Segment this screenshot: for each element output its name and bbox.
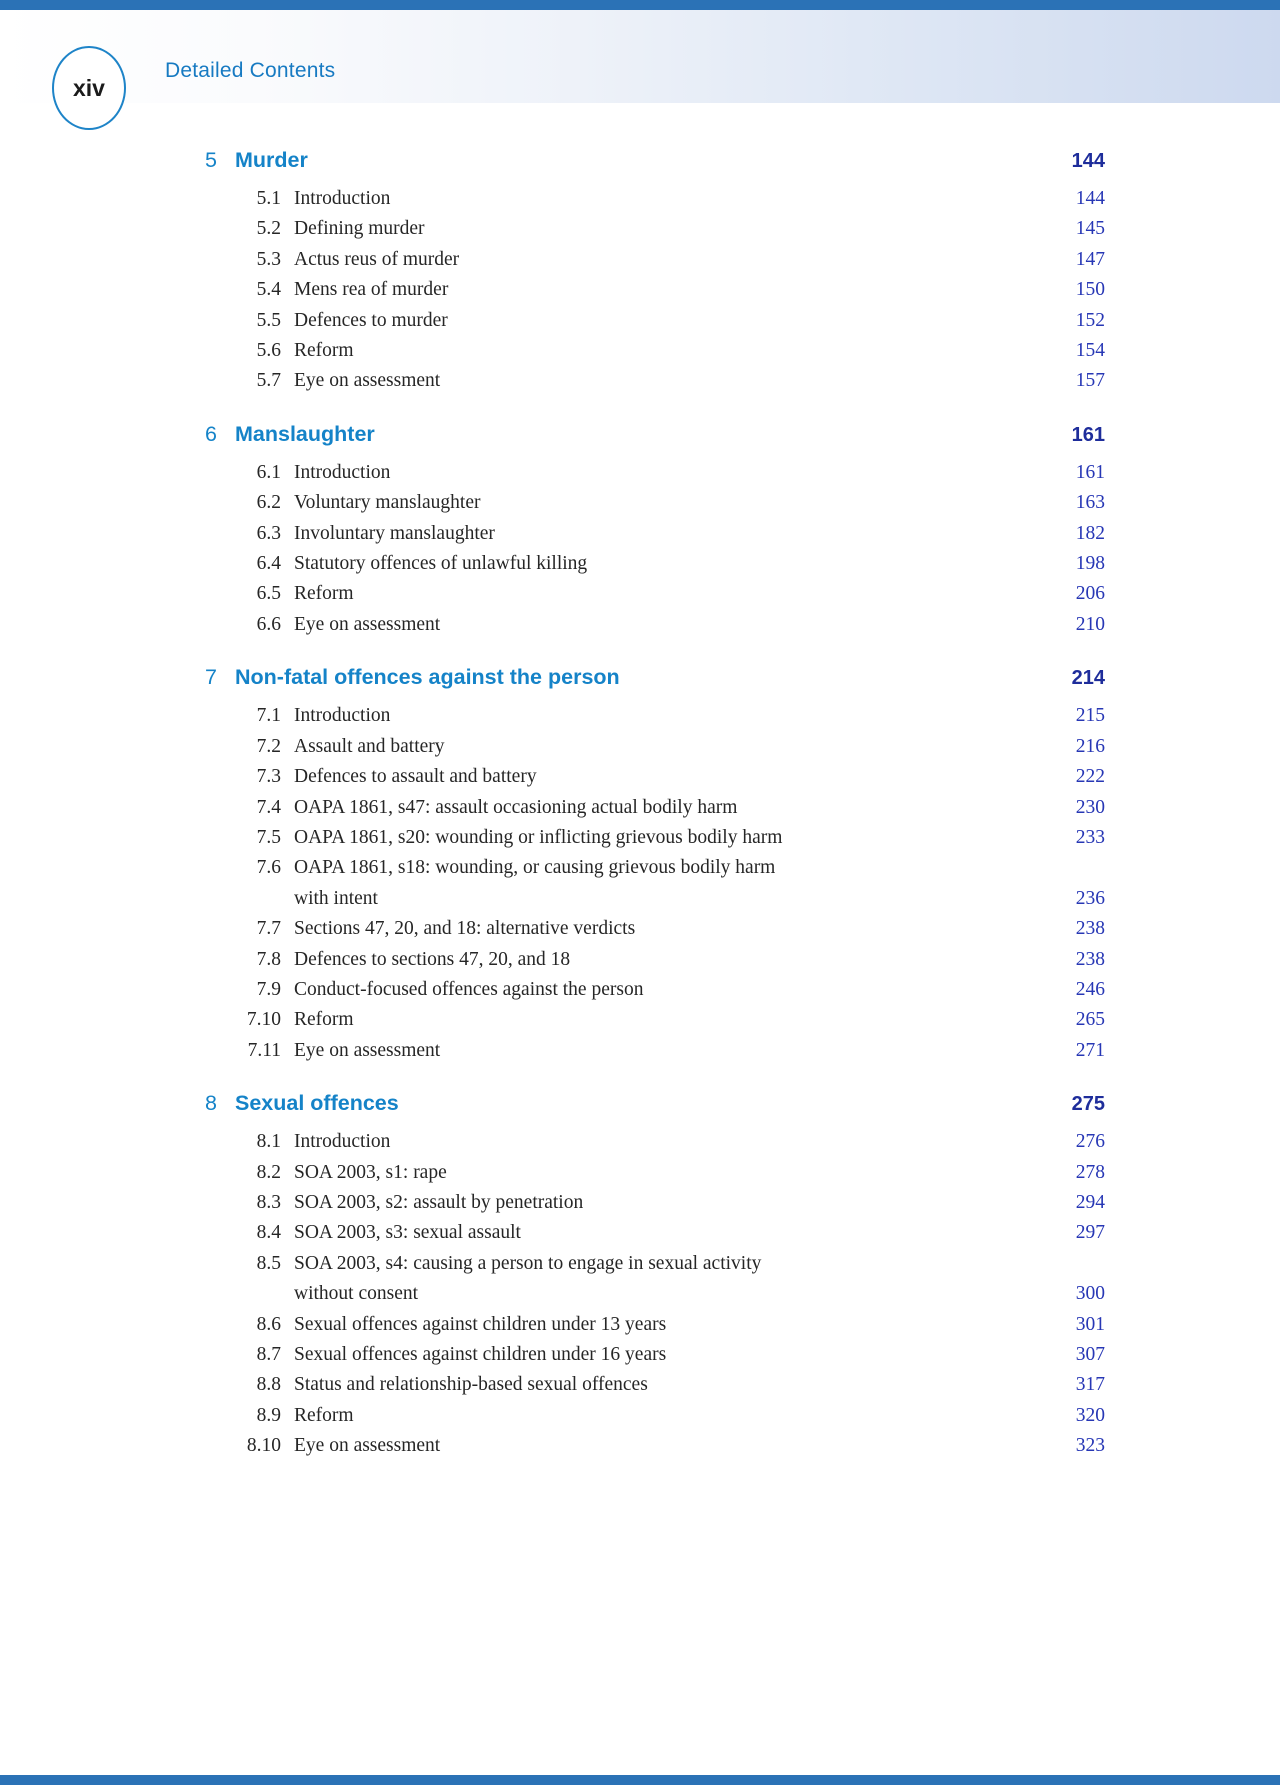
entry-label: Defences to murder	[294, 309, 448, 331]
toc-entry	[205, 1218, 1105, 1248]
chapter-heading	[205, 419, 1105, 450]
entry-number: 8.5	[256, 1252, 281, 1274]
entry-label: Involuntary manslaughter	[294, 522, 495, 544]
toc-entry	[205, 1249, 1105, 1310]
entry-page-number: 147	[1075, 248, 1105, 270]
toc-entry	[205, 306, 1105, 336]
entry-label: Introduction	[294, 1131, 391, 1153]
entry-label: Defences to assault and battery	[294, 766, 537, 788]
entry-number: 5.2	[256, 218, 281, 240]
entry-label: OAPA 1861, s18: wounding, or causing grievous bodily harm with intent	[294, 853, 1064, 914]
toc-entry	[205, 701, 1105, 731]
entry-number: 7.2	[256, 735, 281, 757]
entry-number: 8.3	[256, 1191, 281, 1213]
entry-number: 8.10	[246, 1435, 281, 1457]
chapter-number: 6	[205, 421, 217, 446]
entry-label: SOA 2003, s4: causing a person to engage in sexual activity without consent	[294, 1249, 1064, 1310]
entry-label: Status and relationship-based sexual offences	[294, 1374, 648, 1396]
chapter-page-number: 275	[1071, 1093, 1105, 1116]
entry-label: Eye on assessment	[294, 370, 441, 392]
entry-number: 8.6	[256, 1313, 281, 1335]
toc-entry	[205, 579, 1105, 609]
toc-entry	[205, 1310, 1105, 1340]
entry-number: 5.5	[256, 309, 281, 331]
entry-number: 8.8	[256, 1374, 281, 1396]
toc-entry	[205, 1036, 1105, 1066]
entry-page-number: 157	[1075, 370, 1105, 392]
entry-label: Defences to sections 47, 20, and 18	[294, 948, 571, 970]
entry-page-number: 276	[1075, 1131, 1105, 1153]
entry-label-continuation: with intent	[294, 887, 378, 909]
entry-number: 6.5	[256, 583, 281, 605]
entry-number: 8.4	[256, 1222, 281, 1244]
chapter-heading	[205, 145, 1105, 176]
entry-number: 5.1	[256, 188, 281, 209]
entry-page-number: 323	[1075, 1435, 1105, 1457]
entry-page-number: 317	[1075, 1374, 1105, 1396]
entry-number: 7.7	[256, 918, 281, 940]
entry-page-number: 246	[1075, 978, 1105, 1000]
entry-page-number: 238	[1075, 948, 1105, 970]
entry-label: Reform	[294, 1009, 354, 1031]
entry-page-number: 161	[1075, 461, 1105, 483]
entry-number: 7.9	[256, 978, 281, 1000]
chapter-number: 8	[205, 1091, 217, 1116]
toc-entry	[205, 975, 1105, 1005]
toc-entry	[205, 762, 1105, 792]
entry-number: 5.7	[256, 370, 281, 392]
chapter-heading	[205, 1088, 1105, 1119]
entry-label: OAPA 1861, s47: assault occasioning actual bodily harm	[294, 796, 738, 818]
toc-entry	[205, 1188, 1105, 1218]
toc-entry	[205, 549, 1105, 579]
toc-entry	[205, 336, 1105, 366]
entry-page-number: 150	[1075, 279, 1105, 301]
entry-number: 7.1	[256, 705, 281, 727]
entry-number: 7.6	[256, 857, 281, 879]
toc-entry	[205, 823, 1105, 853]
toc-content	[0, 103, 1280, 1462]
entry-page-number: 236	[1075, 887, 1105, 909]
entry-label: Statutory offences of unlawful killing	[294, 553, 588, 575]
entry-number: 5.6	[256, 340, 281, 362]
chapter-title: Non-fatal offences against the person	[235, 665, 620, 690]
chapter-title: Murder	[235, 148, 308, 172]
toc-entry	[205, 1340, 1105, 1370]
toc-entry	[205, 245, 1105, 275]
chapter-title: Manslaughter	[235, 421, 375, 446]
entry-page-number: 300	[1075, 1283, 1105, 1305]
toc-entry	[205, 488, 1105, 518]
toc-chapter	[205, 145, 1105, 397]
toc-entry	[205, 793, 1105, 823]
toc-entry	[205, 519, 1105, 549]
entry-number: 8.9	[256, 1404, 281, 1426]
entry-page-number: 297	[1075, 1222, 1105, 1244]
entry-number: 6.2	[256, 492, 281, 514]
entry-label: Actus reus of murder	[294, 248, 460, 270]
entry-label: Reform	[294, 340, 354, 362]
toc-chapter	[205, 662, 1105, 1066]
entry-page-number: 216	[1075, 735, 1105, 757]
entry-page-number: 301	[1075, 1313, 1105, 1335]
chapter-entries	[205, 701, 1105, 1066]
toc-entry	[205, 214, 1105, 244]
toc-entry	[205, 914, 1105, 944]
entry-page-number: 145	[1075, 218, 1105, 240]
folio-circle	[52, 46, 126, 130]
toc-entry	[205, 184, 1105, 214]
bottom-edge-bar	[0, 1775, 1280, 1785]
entry-page-number: 222	[1075, 766, 1105, 788]
entry-label: Assault and battery	[294, 735, 445, 757]
entry-page-number: 230	[1075, 796, 1105, 818]
chapter-page-number: 214	[1071, 667, 1105, 690]
entry-label-continuation: without consent	[294, 1283, 419, 1305]
entry-page-number: 294	[1075, 1191, 1105, 1213]
entry-number: 5.4	[256, 279, 281, 301]
entry-number: 8.2	[256, 1161, 281, 1183]
entry-number: 6.4	[256, 553, 281, 575]
running-header-title: Detailed Contents	[165, 59, 336, 82]
folio-page-number: xiv	[73, 74, 105, 101]
entry-page-number: 307	[1075, 1344, 1105, 1365]
entry-label: Introduction	[294, 461, 391, 483]
toc-entry	[205, 945, 1105, 975]
entry-page-number: 154	[1075, 340, 1105, 362]
entry-label: Introduction	[294, 188, 391, 209]
entry-number: 7.11	[247, 1039, 281, 1061]
entry-page-number: 198	[1075, 553, 1105, 575]
entry-number: 5.3	[256, 248, 281, 270]
entry-number: 8.7	[256, 1344, 281, 1365]
entry-label: Sections 47, 20, and 18: alternative verdicts	[294, 918, 636, 940]
entry-label: Defining murder	[294, 218, 425, 240]
entry-page-number: 163	[1075, 492, 1105, 514]
entry-number: 6.3	[256, 522, 281, 544]
entry-label: Conduct-focused offences against the person	[294, 978, 644, 1000]
entry-label: Voluntary manslaughter	[294, 492, 481, 514]
toc-chapter	[205, 419, 1105, 640]
entry-number: 7.10	[246, 1009, 281, 1031]
toc-entry	[205, 732, 1105, 762]
entry-label: Reform	[294, 1404, 354, 1426]
chapter-page-number: 144	[1071, 150, 1105, 172]
toc-entry	[205, 366, 1105, 396]
entry-page-number: 233	[1075, 826, 1105, 848]
entry-label: SOA 2003, s3: sexual assault	[294, 1222, 521, 1244]
entry-label: Sexual offences against children under 13 years	[294, 1313, 667, 1335]
toc-entry	[205, 853, 1105, 914]
entry-number: 7.4	[256, 796, 281, 818]
chapter-page-number: 161	[1071, 423, 1105, 446]
entry-label: Mens rea of murder	[294, 279, 449, 301]
toc-entry	[205, 458, 1105, 488]
chapter-number: 7	[205, 665, 217, 690]
entry-number: 6.6	[256, 613, 281, 635]
entry-page-number: 182	[1075, 522, 1105, 544]
entry-label: Eye on assessment	[294, 613, 441, 635]
chapter-entries	[205, 458, 1105, 640]
toc-entry	[205, 1158, 1105, 1188]
entry-number: 7.3	[256, 766, 281, 788]
chapter-heading	[205, 662, 1105, 693]
entry-number: 7.5	[256, 826, 281, 848]
chapter-number: 5	[205, 148, 217, 172]
entry-label: SOA 2003, s2: assault by penetration	[294, 1191, 584, 1213]
chapter-title: Sexual offences	[235, 1091, 399, 1116]
chapter-entries	[205, 184, 1105, 397]
entry-label: Eye on assessment	[294, 1039, 441, 1061]
toc-entry	[205, 275, 1105, 305]
toc-chapter	[205, 1088, 1105, 1461]
entry-page-number: 320	[1075, 1404, 1105, 1426]
entry-number: 6.1	[256, 461, 281, 483]
toc-entry	[205, 610, 1105, 640]
entry-label: Sexual offences against children under 16 years	[294, 1344, 667, 1365]
entry-page-number: 278	[1075, 1161, 1105, 1183]
entry-label: OAPA 1861, s20: wounding or inflicting grievous bodily harm	[294, 826, 783, 848]
entry-label: Eye on assessment	[294, 1435, 441, 1457]
header-band	[0, 10, 1280, 103]
entry-page-number: 271	[1075, 1039, 1105, 1061]
toc-entry	[205, 1127, 1105, 1157]
entry-number: 7.8	[256, 948, 281, 970]
entry-label: Introduction	[294, 705, 391, 727]
toc-entry	[205, 1431, 1105, 1461]
entry-page-number: 152	[1075, 309, 1105, 331]
entry-page-number: 265	[1075, 1009, 1105, 1031]
entry-label: Reform	[294, 583, 354, 605]
entry-page-number: 210	[1075, 613, 1105, 635]
entry-label: SOA 2003, s1: rape	[294, 1161, 447, 1183]
entry-page-number: 206	[1075, 583, 1105, 605]
chapter-entries	[205, 1127, 1105, 1461]
toc-entry	[205, 1005, 1105, 1035]
toc-entry	[205, 1401, 1105, 1431]
entry-page-number: 215	[1075, 705, 1105, 727]
entry-number: 8.1	[256, 1131, 281, 1153]
top-edge-bar	[0, 0, 1280, 10]
toc-entry	[205, 1370, 1105, 1400]
entry-page-number: 144	[1075, 188, 1105, 209]
entry-page-number: 238	[1075, 918, 1105, 940]
